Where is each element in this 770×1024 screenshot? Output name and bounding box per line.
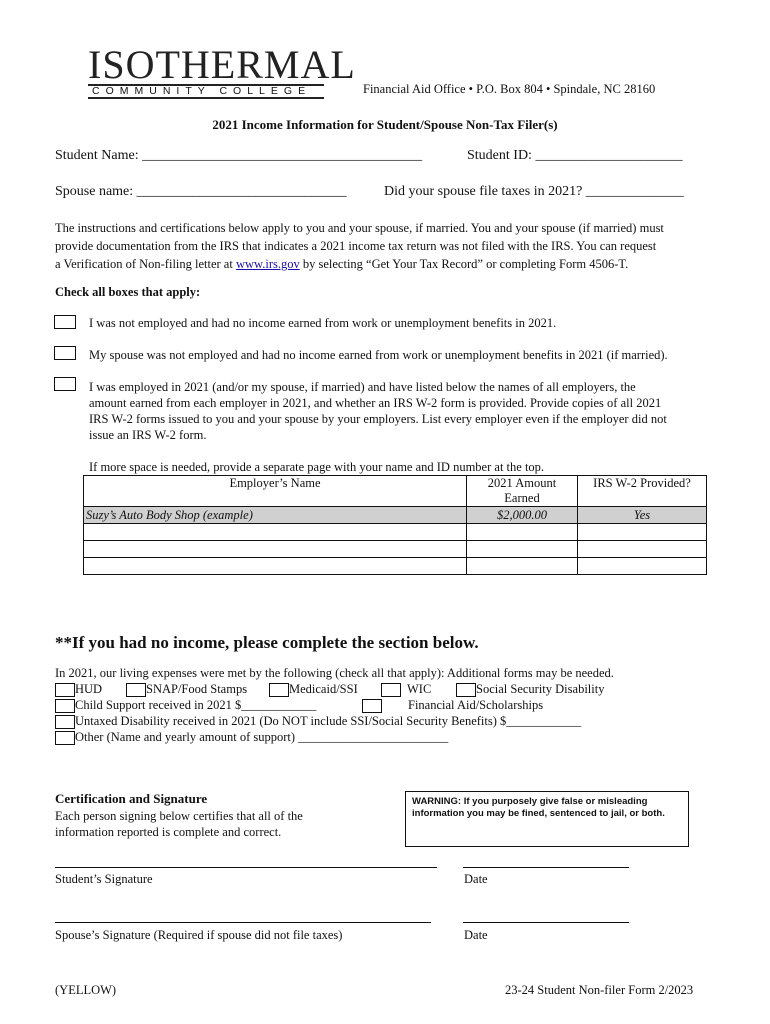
amount-cell[interactable] <box>467 558 578 575</box>
spouse-taxes-field[interactable]: Did your spouse file taxes in 2021? ______________ <box>384 184 684 199</box>
instructions-line2: provide documentation from the IRS that indicates a 2021 income tax return was not filed with the IRS. You can request <box>55 239 657 253</box>
student-date-line[interactable] <box>463 867 629 868</box>
example-amount: $2,000.00 <box>467 507 578 524</box>
example-employer: Suzy’s Auto Body Shop (example) <box>84 507 467 524</box>
certification-text-line1: Each person signing below certifies that all of the <box>55 809 303 823</box>
checkbox-child-support[interactable] <box>55 699 75 713</box>
option-employed-line4: issue an IRS W-2 form. <box>89 428 207 442</box>
form-title: 2021 Income Information for Student/Spouse Non-Tax Filer(s) <box>212 117 558 132</box>
student-name-field[interactable]: Student Name: ________________________________________ <box>55 148 423 163</box>
certification-text-line2: information reported is complete and correct. <box>55 825 282 839</box>
employer-cell[interactable] <box>84 524 467 541</box>
logo-main-text: ISOTHERMAL <box>88 42 356 87</box>
student-signature-line[interactable] <box>55 867 437 868</box>
option-spouse-not-employed: My spouse was not employed and had no income earned from work or unemployment benefits in 2021 (if married). <box>89 348 668 362</box>
label-snap: SNAP/Food Stamps <box>146 682 248 696</box>
warning-box: WARNING: If you purposely give false or misleading information you may be fined, sentenced to jail, or both. <box>405 791 689 847</box>
no-income-intro: In 2021, our living expenses were met by the following (check all that apply): Additional forms may be needed. <box>55 666 614 680</box>
checkbox-financial-aid[interactable] <box>362 699 382 713</box>
support-financial-aid <box>362 697 543 713</box>
option-employed-line1: I was employed in 2021 (and/or my spouse, if married) and have listed below the names of all employers, the <box>89 380 636 394</box>
check-all-label: Check all boxes that apply: <box>55 285 201 299</box>
label-hud: HUD <box>75 682 103 696</box>
employer-cell[interactable] <box>84 558 467 575</box>
checkbox-medicaid[interactable] <box>269 683 289 697</box>
spouse-name-field[interactable]: Spouse name: ______________________________ <box>55 184 347 199</box>
student-id-field[interactable]: Student ID: _____________________ <box>467 148 683 163</box>
col-amount-line2: Earned <box>504 491 540 505</box>
checkbox-spouse-not-employed[interactable] <box>54 346 76 360</box>
student-date-label: Date <box>464 872 488 886</box>
table-header-row <box>84 476 707 507</box>
instructions-line3-post: by selecting “Get Your Tax Record” or completing Form 4506-T. <box>299 257 629 271</box>
checkbox-wic[interactable] <box>381 683 401 697</box>
instructions <box>55 219 720 273</box>
support-medicaid <box>269 681 358 697</box>
w2-cell[interactable] <box>578 524 707 541</box>
support-child-support <box>55 697 316 713</box>
support-other <box>55 729 448 745</box>
employer-table <box>83 475 707 575</box>
support-wic <box>381 681 431 697</box>
label-wic: WIC <box>407 682 432 696</box>
footer-color-label: (YELLOW) <box>55 983 117 997</box>
spouse-signature-line[interactable] <box>55 922 431 923</box>
student-signature-label: Student’s Signature <box>55 872 153 886</box>
instructions-line3-pre: a Verification of Non-filing letter at <box>55 257 236 271</box>
spouse-date-label: Date <box>464 928 488 942</box>
office-address: Financial Aid Office • P.O. Box 804 • Spindale, NC 28160 <box>363 82 656 96</box>
employer-cell[interactable] <box>84 541 467 558</box>
col-amount-earned <box>467 476 578 507</box>
more-space-note: If more space is needed, provide a separate page with your name and ID number at the top. <box>89 460 545 474</box>
support-snap <box>126 681 247 697</box>
no-income-heading: **If you had no income, please complete the section below. <box>55 633 479 652</box>
label-child-support: Child Support received in 2021 $____________ <box>75 698 317 712</box>
label-medicaid: Medicaid/SSI <box>289 682 358 696</box>
label-financial-aid: Financial Aid/Scholarships <box>408 698 544 712</box>
spouse-signature-label: Spouse’s Signature (Required if spouse did not file taxes) <box>55 928 343 942</box>
label-other: Other (Name and yearly amount of support) ________________________ <box>75 730 449 744</box>
checkbox-other[interactable] <box>55 731 75 745</box>
table-row <box>84 524 707 541</box>
footer-form-id: 23-24 Student Non-filer Form 2/2023 <box>505 983 694 997</box>
spouse-date-line[interactable] <box>463 922 629 923</box>
amount-cell[interactable] <box>467 541 578 558</box>
checkbox-untaxed[interactable] <box>55 715 75 729</box>
checkbox-not-employed[interactable] <box>54 315 76 329</box>
checkbox-hud[interactable] <box>55 683 75 697</box>
option-not-employed: I was not employed and had no income earned from work or unemployment benefits in 2021. <box>89 316 557 330</box>
option-employed <box>89 379 729 443</box>
w2-cell[interactable] <box>578 541 707 558</box>
support-ssd <box>456 681 604 697</box>
checkbox-ssd[interactable] <box>456 683 476 697</box>
instructions-line1: The instructions and certifications below apply to you and your spouse, if married. You and your spouse (if married) must <box>55 221 664 235</box>
checkbox-snap[interactable] <box>126 683 146 697</box>
label-ssd: Social Security Disability <box>476 682 605 696</box>
irs-link[interactable]: www.irs.gov <box>235 257 300 271</box>
table-row <box>84 541 707 558</box>
col-w2-provided: IRS W-2 Provided? <box>578 476 707 507</box>
amount-cell[interactable] <box>467 524 578 541</box>
logo-sub-text: COMMUNITY COLLEGE <box>88 84 324 99</box>
certification-heading: Certification and Signature <box>55 791 208 806</box>
col-amount-line1: 2021 Amount <box>487 476 557 490</box>
col-employer-name: Employer’s Name <box>84 476 467 507</box>
w2-cell[interactable] <box>578 558 707 575</box>
option-employed-line2: amount earned from each employer in 2021, and whether an IRS W-2 form is provided. Provide copies of all 2021 <box>89 396 662 410</box>
instructions-line3 <box>55 255 720 273</box>
option-employed-line3: IRS W-2 forms issued to you and your spouse by your employers. List every employer even if the employer did not <box>89 412 667 426</box>
example-w2: Yes <box>578 507 707 524</box>
college-logo <box>88 42 356 99</box>
checkbox-employed[interactable] <box>54 377 76 391</box>
support-untaxed <box>55 713 581 729</box>
label-untaxed: Untaxed Disability received in 2021 (Do NOT include SSI/Social Security Benefits) $____________ <box>75 714 582 728</box>
certification-text <box>55 808 303 840</box>
support-row-1 <box>55 681 102 697</box>
table-row <box>84 558 707 575</box>
table-row-example <box>84 507 707 524</box>
